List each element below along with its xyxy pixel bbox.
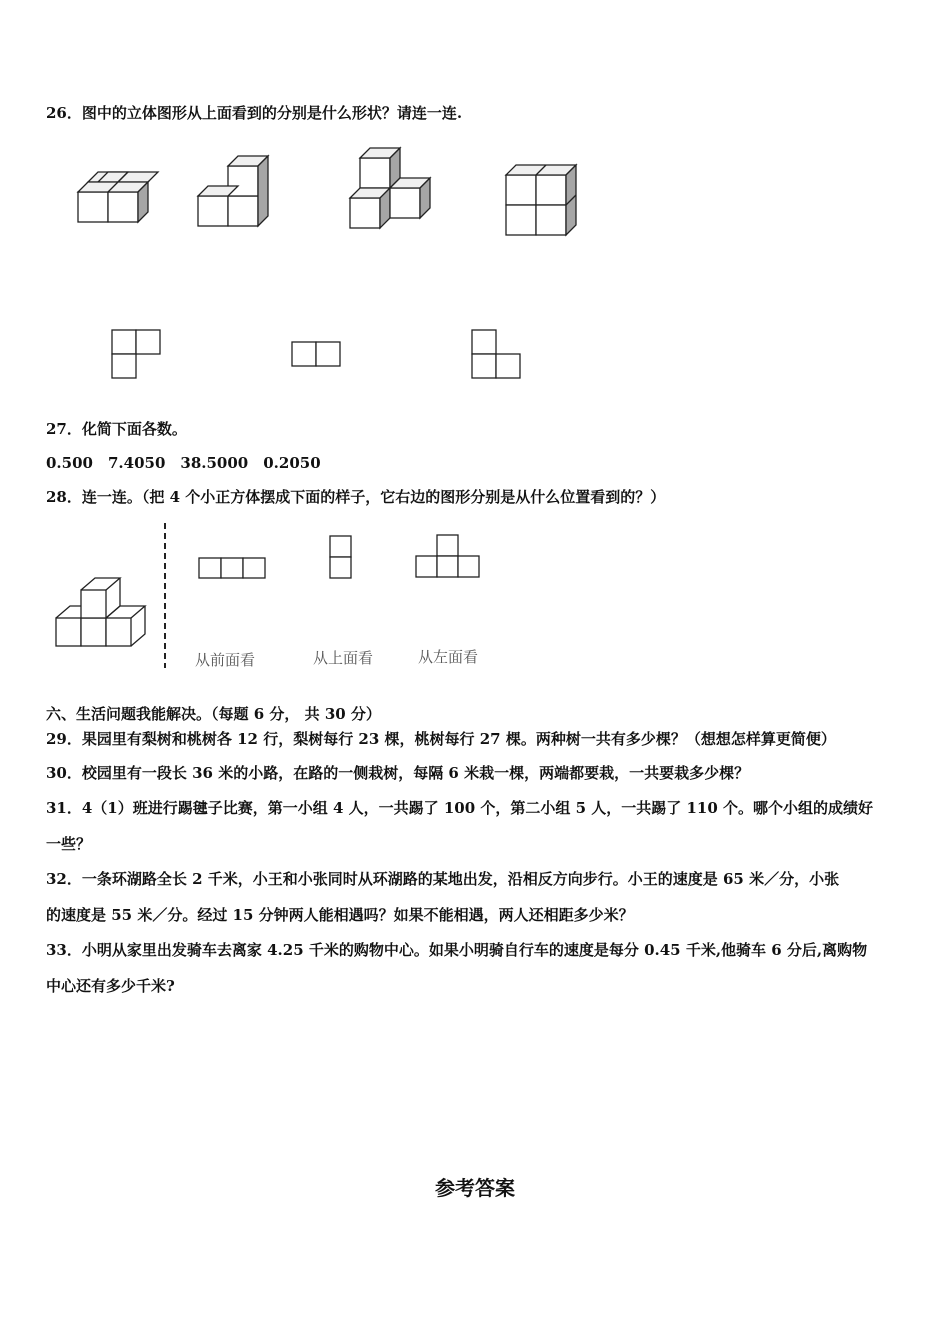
q27-numbers: 0.500 7.4050 38.5000 0.2050 xyxy=(46,454,321,472)
q29-text: 29．果园里有梨树和桃树各 12 行，梨树每行 23 棵，桃树每行 27 棵。两种树一共有多少棵？（想想怎样算更简便） xyxy=(46,730,836,748)
q27-text: 27．化简下面各数。 xyxy=(46,420,187,438)
q32-line2: 的速度是 55 米／分。经过 15 分钟两人能相遇吗？如果不能相遇，两人还相距多少米？ xyxy=(46,906,634,924)
top-view-1 xyxy=(112,330,160,378)
q26-top-views xyxy=(100,325,540,385)
view-top xyxy=(330,536,351,578)
q30-text: 30．校园里有一段长 36 米的小路，在路的一侧栽树，每隔 6 米栽一棵，两端都要栽，一共要栽多少棵？ xyxy=(46,764,750,782)
view-front xyxy=(199,558,265,578)
q28-text: 28．连一连。（把 4 个小正方体摆成下面的样子，它右边的图形分别是从什么位置看到的？） xyxy=(46,488,666,506)
solid-figure-a xyxy=(78,172,158,222)
label-left-view: 从左面看 xyxy=(418,648,479,666)
answers-heading: 参考答案 xyxy=(435,1176,515,1200)
section6-title: 六、生活问题我能解决。（每题 6 分， 共 30 分） xyxy=(46,705,381,723)
solid-figure-b xyxy=(198,156,268,226)
view-left xyxy=(416,535,479,577)
solid-figure-d xyxy=(506,165,576,235)
top-view-3 xyxy=(472,330,520,378)
q33-line1: 33．小明从家里出发骑车去离家 4.25 千米的购物中心。如果小明骑自行车的速度是每分 0.45 千米,他骑车 6 分后,离购物 xyxy=(46,941,868,959)
label-top-view: 从上面看 xyxy=(313,649,374,667)
q28-solid xyxy=(56,578,145,646)
q31-line1: 31．4（1）班进行踢毽子比赛，第一小组 4 人，一共踢了 100 个，第二小组 5 人，一共踢了 110 个。哪个小组的成绩好 xyxy=(46,799,874,817)
q26-solid-figures xyxy=(60,140,600,240)
q33-line2: 中心还有多少千米? xyxy=(46,977,175,995)
label-front-view: 从前面看 xyxy=(195,651,256,669)
solid-figure-c xyxy=(350,148,430,228)
q31-line2: 一些？ xyxy=(46,835,92,853)
top-view-2 xyxy=(292,342,340,366)
q32-line1: 32．一条环湖路全长 2 千米，小王和小张同时从环湖路的某地出发，沿相反方向步行。小王的速度是 65 米／分，小张 xyxy=(46,870,840,888)
q26-text: 26．图中的立体图形从上面看到的分别是什么形状？请连一连. xyxy=(46,104,463,122)
